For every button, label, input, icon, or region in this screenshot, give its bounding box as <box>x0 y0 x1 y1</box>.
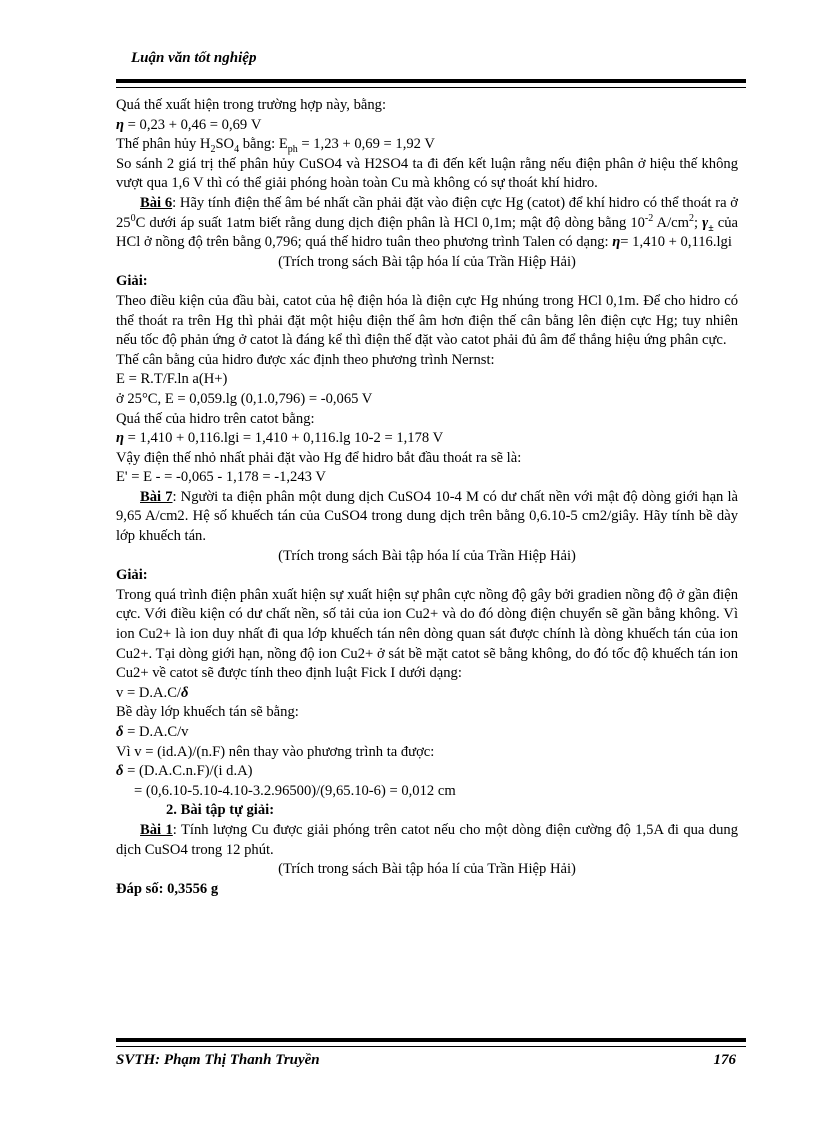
document-body <box>116 96 738 899</box>
page-number: 176 <box>713 1052 736 1068</box>
exercise-label: Bài 6 <box>140 194 173 211</box>
footer-rule-thick <box>116 1038 746 1042</box>
equation-line: = (0,6.10-5.10-4.10-3.2.96500)/(9,65.10-6) = 0,012 cm <box>134 782 456 799</box>
source-citation: (Trích trong sách Bài tập hóa lí của Trần Hiệp Hải) <box>278 547 576 564</box>
text-line: Quá thế của hidro trên catot bằng: <box>116 410 315 427</box>
source-citation: (Trích trong sách Bài tập hóa lí của Trần Hiệp Hải) <box>278 861 576 878</box>
equation-line: η = 1,410 + 0,116.lgi = 1,410 + 0,116.lg 10-2 = 1,178 V <box>116 430 444 447</box>
text-line: Quá thế xuất hiện trong trường hợp này, bằng: <box>116 97 387 113</box>
delta-symbol: δ <box>116 724 124 740</box>
header-title: Luận văn tốt nghiệp <box>131 50 257 66</box>
text-line: Bề dày lớp khuếch tán sẽ bằng: <box>116 704 299 721</box>
text-line: Vậy điện thế nhỏ nhất phải đặt vào Hg để hidro bắt đầu thoát ra sẽ là: <box>116 449 522 466</box>
equation-line: δ = D.A.C/v <box>116 724 189 740</box>
equation-line: Thế phân hủy $H_2SO_4$ bằng: $E_{ph} = 1,23 + 0,69 = 1,92$ V <box>116 136 435 156</box>
header-rule-thick <box>116 79 746 83</box>
exercise-label: Bài 1 <box>140 821 173 838</box>
equation-line: δ = (D.A.C.n.F)/(i d.A) <box>116 763 253 780</box>
paragraph: Trong quá trình điện phân xuất hiện sự xuất hiện sự phân cực nồng độ gây bởi gradien nồng độ ở gần điện cực. Với điều kiện có dư chất nền, số tải của ion Cu2+ và do đó dòng điện chuyển sẽ gần bằng không. Vì ion Cu2+ là ion duy nhất đi qua lớp khuếch tán nên dòng quan sát được chính là dòng khuếch tán của ion Cu2+. Tại dòng giới hạn, nồng độ ion Cu2+ ở sát bề mặt catot sẽ bằng không, do đó tốc độ khuếch tán ion Cu2+ về catot sẽ được tính theo định luật Fick I dưới dạng: <box>116 586 738 682</box>
paragraph: Theo điều kiện của đầu bài, catot của hệ điện hóa là điện cực Hg nhúng trong HCl 0,1m. Để cho hidro có thể thoát ra trên Hg thì phải đặt một hiệu điện thế âm hơn điện thế cân bằng lên điện cực Hg; tuy nhiên nếu tốc độ phản ứng ở catot là đáng kể thì điện thế đặt vào catot phải đủ âm để thắng hiệu ứng phân cực. <box>116 292 738 349</box>
equation-line: η = 0,23 + 0,46 = 0,69 V <box>116 116 262 133</box>
equation-line: v = D.A.C/δ <box>116 684 189 701</box>
gamma-symbol: $\gamma_\pm$ <box>702 214 714 234</box>
exercise-6: Bài 6: Hãy tính điện thế âm bé nhất cần phải đặt vào điện cực Hg (catot) để khí hidro có thể thoát ra ở $25^0C$ dưới áp suất 1atm biết rằng dung dịch điện phân là HCl 0,1m; mật độ dòng bằng $10^{-2}$ $A/cm^2$; $\gamma_\pm$ của HCl ở nồng độ trên bằng 0,796; quá thế hidro tuân theo phương trình Talen có dạng: η= 1,410 + 0,116.lgi <box>116 194 739 251</box>
eta-symbol: η <box>612 234 621 251</box>
section-heading: 2. Bài tập tự giải: <box>166 802 275 819</box>
delta-symbol: δ <box>181 684 189 701</box>
exercise-label: Bài 7 <box>140 488 173 505</box>
source-citation: (Trích trong sách Bài tập hóa lí của Trần Hiệp Hải) <box>278 253 576 270</box>
equation-line: E' = E - = -0,065 - 1,178 = -1,243 V <box>116 469 326 486</box>
text-line: Thế cân bằng của hidro được xác định theo phương trình Nernst: <box>116 351 495 368</box>
equation-line: ở 25°C, E = 0,059.lg (0,1.0,796) = -0,065 V <box>116 390 373 407</box>
header-rule-thin <box>116 87 746 88</box>
exercise-7: Bài 7: Người ta điện phân một dung dịch CuSO4 10-4 M có dư chất nền với mật độ dòng giới hạn là 9,65 A/cm2. Hệ số khuếch tán của CuSO4 trong dung dịch trên bằng 0,6.10-5 cm2/giây. Hãy tính bề dày lớp khuếch tán. <box>116 488 738 545</box>
footer-rule-thin <box>116 1046 746 1047</box>
solution-heading: Giải: <box>116 567 148 584</box>
eta-symbol: η <box>116 430 125 447</box>
text-line: Vì v = (id.A)/(n.F) nên thay vào phương trình ta được: <box>116 743 435 760</box>
delta-symbol: δ <box>116 763 124 780</box>
eta-symbol: η <box>116 116 125 133</box>
paragraph: So sánh 2 giá trị thế phân hủy CuSO4 và H2SO4 ta đi đến kết luận rằng nếu điện phân ở hiệu thế không vượt qua 1,6 V thì có thể giải phóng hoàn toàn Cu mà không có sự thoát khí hidro. <box>116 155 738 192</box>
equation-line: E = R.T/F.ln a(H+) <box>116 371 228 388</box>
solution-heading: Giải: <box>116 273 148 290</box>
exercise-1: Bài 1: Tính lượng Cu được giải phóng trên catot nếu cho một dòng điện cường độ 1,5A đi qua dung dịch CuSO4 trong 12 phút. <box>116 821 739 858</box>
answer-line: Đáp số: 0,3556 g <box>116 880 219 897</box>
footer-author: SVTH: Phạm Thị Thanh Truyền <box>116 1052 320 1068</box>
